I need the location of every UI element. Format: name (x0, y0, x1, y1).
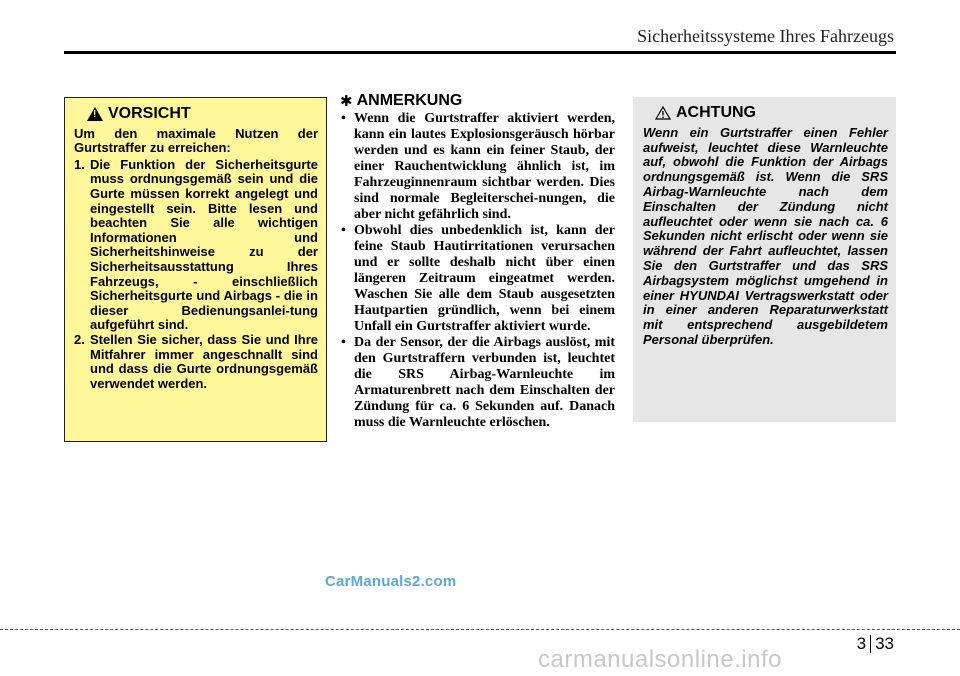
achtung-box (633, 97, 896, 422)
bullet: • (341, 335, 346, 350)
vorsicht-title: VORSICHT (108, 105, 191, 122)
achtung-text: Wenn ein Gurtstraffer einen Fehler aufweist, leuchtet diese Warnleuchte auf, obwohl die Funktion der Airbags ordnungsgemäß ist. Wenn die SRS Airbag-Warnleuchte nach dem Einschalten der Zündung nicht aufleuchtet oder wenn sie nach ca. 6 Sekunden nicht erlischt oder wenn sie während der Fahrt aufleuchtet, lassen Sie den Gurtstraffer und das SRS Airbagsystem möglichst umgehend in einer HYUNDAI Vertragswerkstatt oder in einer anderen Reparaturwerkstatt mit entsprechend ausgebildetem Personal überprüfen. (643, 124, 888, 347)
anmerkung-item (340, 111, 615, 223)
bullet: • (341, 223, 346, 238)
anmerkung-item-text: Obwohl dies unbedenklich ist, kann der feine Staub Hautirritationen verursachen und er sollte deshalb nicht über einen längeren Zeitraum eingeatmet werden. Waschen Sie alle dem Staub ausgesetzten Hautpartien gründlich, wenn bei einem Unfall ein Gurtstraffer aktiviert wurde. (354, 223, 615, 334)
header-rule (64, 51, 896, 54)
warning-triangle-icon (87, 107, 103, 121)
anmerkung-section (340, 93, 615, 431)
site-watermark: carmanualsonline.info (538, 646, 782, 673)
vorsicht-box (64, 97, 327, 442)
vorsicht-intro: Um den maximale Nutzen der Gurtstraffer zu erreichen: (74, 125, 318, 156)
bullet: • (341, 111, 346, 126)
vorsicht-header (87, 107, 318, 122)
anmerkung-title: ANMERKUNG (356, 92, 463, 109)
anmerkung-header (340, 93, 615, 109)
page-number-value: 33 (875, 634, 894, 653)
chapter-number: 3 (856, 634, 867, 653)
asterisk-icon: ✱ (340, 92, 353, 110)
vorsicht-item (74, 158, 318, 333)
page-header-title: Sicherheitssysteme Ihres Fahrzeugs (637, 26, 894, 46)
anmerkung-item-text: Da der Sensor, der die Airbags auslöst, mit den Gurtstraffern verbunden ist, leuchtet die SRS Airbag-Warnleuchte im Armaturenbrett nach dem Einschalten der Zündung für ca. 6 Sekunden auf. Danach muss die Warnleuchte erlöschen. (354, 335, 615, 430)
anmerkung-item-text: Wenn die Gurtstraffer aktiviert werden, kann ein lautes Explosionsgeräusch hörbar werden und es kann ein feiner Staub, der einer Rauchentwicklung ähnlich ist, im Fahrzeuginnenraum sichtbar werden. Dies sind normale Begleiterschei-nungen, die aber nicht gefährlich sind. (354, 111, 615, 222)
page-number-separator (870, 635, 871, 653)
anmerkung-list (340, 111, 615, 431)
carmanuals-watermark: CarManuals2.com (325, 573, 457, 590)
vorsicht-list (74, 158, 318, 392)
achtung-title: ACHTUNG (676, 104, 756, 121)
vorsicht-item-text: Die Funktion der Sicherheitsgurte muss ordnungsgemäß sein und die Gurte müssen korrekt angelegt und eingestellt sein. Bitte lesen und beachten Sie alle wichtigen Informationen und Sicherheitshinweise zu der Sicherheitsausstattung Ihres Fahrzeugs, - einschließlich Sicherheitsgurte und Airbags - die in dieser Bedienungsanlei-tung aufgeführt sind. (90, 156, 318, 333)
vorsicht-item-number: 1. (74, 156, 85, 172)
footer-rule (0, 629, 960, 630)
vorsicht-item-text: Stellen Sie sicher, dass Sie und Ihre Mitfahrer immer angeschnallt sind und dass die Gurte ordnungsgemäß verwendet werden. (90, 331, 318, 391)
anmerkung-item (340, 335, 615, 431)
caution-triangle-icon (655, 106, 671, 120)
anmerkung-item (340, 223, 615, 335)
page-number (857, 634, 894, 654)
achtung-header (655, 106, 888, 121)
vorsicht-item-number: 2. (74, 331, 85, 347)
vorsicht-item (74, 333, 318, 391)
